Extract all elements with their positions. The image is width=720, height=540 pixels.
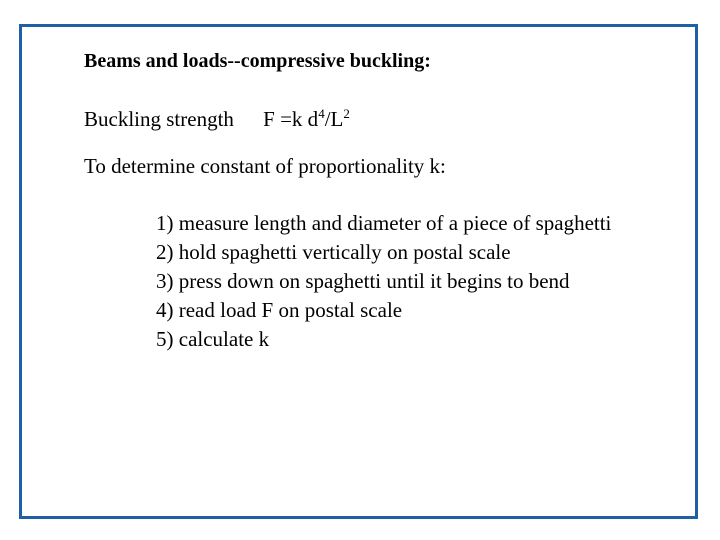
step-item-1: 1) measure length and diameter of a piece of spaghetti bbox=[156, 211, 612, 235]
intro-text: To determine constant of proportionality k: bbox=[84, 154, 446, 178]
formula-exponent-d: 4 bbox=[318, 106, 325, 121]
formula-exponent-l: 2 bbox=[343, 106, 350, 121]
formula-line bbox=[84, 106, 350, 132]
step-item-2: 2) hold spaghetti vertically on postal scale bbox=[156, 240, 511, 264]
formula-lhs: F =k d bbox=[263, 107, 319, 131]
step-item-5: 5) calculate k bbox=[156, 327, 270, 351]
slide-title: Beams and loads--compressive buckling: bbox=[84, 50, 431, 72]
formula-label: Buckling strength bbox=[84, 107, 234, 131]
buckling-formula bbox=[263, 107, 350, 131]
step-item-4: 4) read load F on postal scale bbox=[156, 298, 403, 322]
formula-divisor: /L bbox=[324, 107, 344, 131]
steps-list bbox=[156, 209, 611, 354]
step-item-3: 3) press down on spaghetti until it begins to bend bbox=[156, 269, 570, 293]
